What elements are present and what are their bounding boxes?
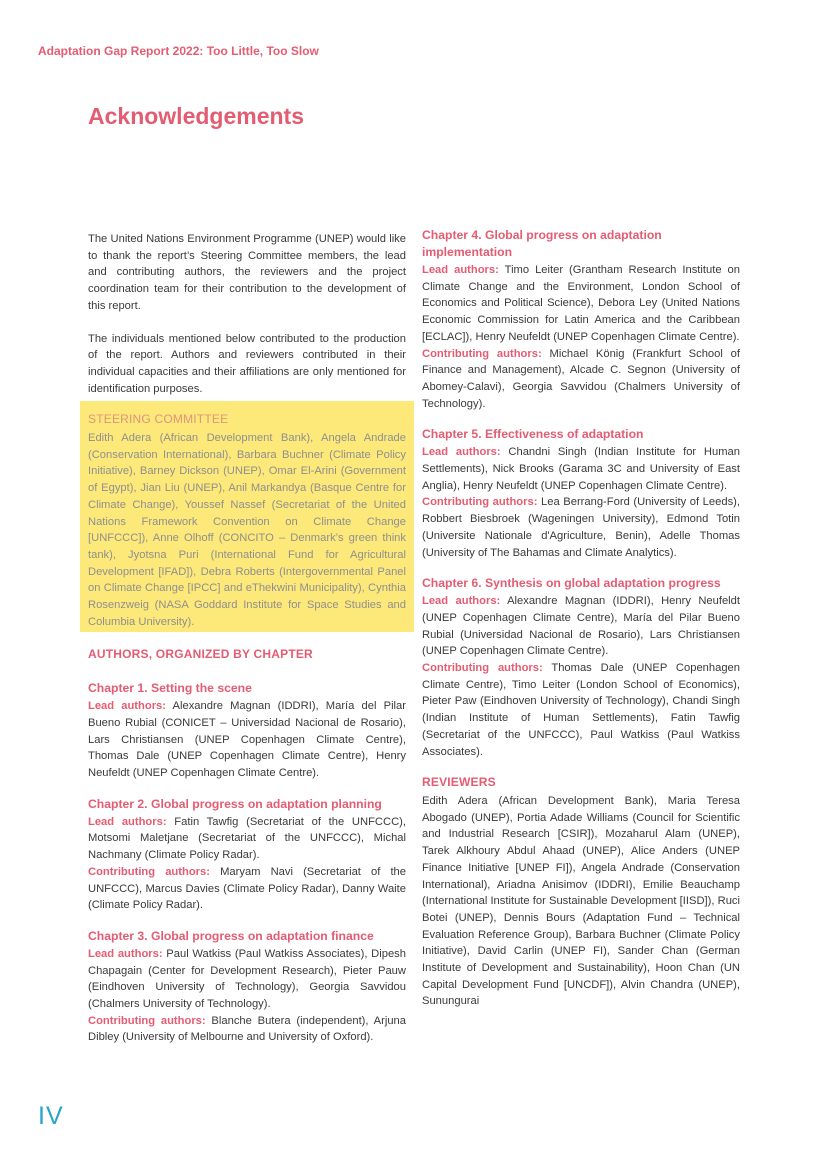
chapter-title: Chapter 4. Global progress on adaptation implementation <box>422 228 662 259</box>
lead-authors-label: Lead authors: <box>422 446 501 459</box>
chapter-5 <box>422 426 740 561</box>
lead-authors-list: Timo Leiter (Grantham Research Institute on Climate Change and the Environment, London School of Economics and Political Science), Debora Ley (United Nations Economic Commission for Latin America and the Caribbean [ECLAC]), Henry Neufeldt (UNEP Copenhagen Climate Centre). <box>422 264 740 343</box>
steering-committee-block <box>80 401 414 632</box>
intro-paragraph-2: The individuals mentioned below contributed to the production of the report. Authors and reviewers contributed in their individual capacities and their affiliations are only mentioned for identification purposes. <box>88 332 406 395</box>
chapter-3 <box>88 928 406 1046</box>
lead-authors <box>88 814 406 864</box>
chapter-title: Chapter 2. Global progress on adaptation planning <box>88 796 382 811</box>
lead-authors-label: Lead authors: <box>88 700 167 713</box>
page-number: IV <box>38 1102 64 1130</box>
lead-authors-list: Paul Watkiss (Paul Watkiss Associates), Dipesh Chapagain (Center for Development Research), Pieter Pauw (Eindhoven University of Technology), Georgia Savvidou (Chalmers University of Technology). <box>88 947 406 1011</box>
steering-committee-members: Edith Adera (African Development Bank), Angela Andrade (Conservation International), Barbara Buchner (Climate Policy Initiative), Barney Dickson (UNEP), Omar El-Arini (Government of Egypt), Jian Liu (UNEP), Anil Markandya (Basque Centre for Climate Change), Youssef Nassef (Secretariat of the United Nations Framework Convention on Climate Change [UNFCCC]), Anne Olhoff (CONCITO – Denmark’s green think tank), Jyotsna Puri (International Fund for Agricultural Development [IFAD]), Debra Roberts (Intergovernmental Panel on Climate Change [IPCC] and eThekwini Municipality), Cynthia Rosenzweig (NASA Goddard Institute for Space Studies and Columbia University). <box>88 432 406 628</box>
chapter-title: Chapter 5. Effectiveness of adaptation <box>422 427 644 442</box>
reviewers-block <box>422 774 740 1010</box>
contributing-authors-list: Thomas Dale (UNEP Copenhagen Climate Centre), Timo Leiter (London School of Economics), Pieter Paw (Eindhoven University of Technology), Chandi Singh (Indian Institute of Human Settlements), Fatin Tawfig (Secretariat of the UNFCCC), Paul Watkiss (Paul Watkiss Associates). <box>422 662 741 758</box>
steering-committee-heading: STEERING COMMITTEE <box>88 412 229 427</box>
chapter-title: Chapter 1. Setting the scene <box>88 681 252 696</box>
lead-authors-list: Fatin Tawfig (Secretariat of the UNFCCC), Motsomi Maletjane (Secretariat of the UNFCCC), Michal Nachmany (Climate Policy Radar). <box>88 815 406 862</box>
lead-authors-label: Lead authors: <box>88 947 163 960</box>
lead-authors <box>422 262 740 346</box>
contributing-authors-list: Blanche Butera (independent), Arjuna Dibley (University of Melbourne and University of Oxford). <box>88 1014 407 1044</box>
chapter-1 <box>88 680 406 782</box>
lead-authors-label: Lead authors: <box>422 595 501 608</box>
contributing-authors-list: Lea Berrang-Ford (University of Leeds), Robbert Biesbroek (Wageningen University), Edmond Totin (Universite Nationale d'Agriculture, Benin), Adelle Thomas (University of The Bahamas and Climate Analytics). <box>422 496 740 559</box>
contributing-authors <box>422 494 740 561</box>
right-column <box>422 227 740 1010</box>
lead-authors <box>88 946 406 1013</box>
running-header: Adaptation Gap Report 2022: Too Little, Too Slow <box>38 44 319 58</box>
contributing-authors-label: Contributing authors: <box>422 347 542 360</box>
lead-authors <box>422 444 740 494</box>
lead-authors <box>422 593 740 660</box>
contributing-authors-label: Contributing authors: <box>88 865 210 878</box>
chapter-6 <box>422 575 740 760</box>
contributing-authors-label: Contributing authors: <box>422 496 538 509</box>
contributing-authors-list: Maryam Navi (Secretariat of the UNFCCC), Marcus Davies (Climate Policy Radar), Danny Waite (Climate Policy Radar). <box>88 865 406 912</box>
contributing-authors <box>422 346 740 413</box>
lead-authors-label: Lead authors: <box>88 815 167 828</box>
lead-authors <box>88 698 406 782</box>
contributing-authors <box>88 1013 406 1046</box>
lead-authors-label: Lead authors: <box>422 264 499 276</box>
reviewers-heading: REVIEWERS <box>422 775 496 790</box>
left-column <box>88 231 406 1060</box>
contributing-authors-label: Contributing authors: <box>422 662 543 675</box>
authors-heading: AUTHORS, ORGANIZED BY CHAPTER <box>88 647 313 662</box>
chapter-4 <box>422 227 740 412</box>
contributing-authors-label: Contributing authors: <box>88 1014 206 1027</box>
contributing-authors <box>422 660 740 760</box>
chapter-2 <box>88 796 406 914</box>
lead-authors-list: Alexandre Magnan (IDDRI), María del Pilar Bueno Rubial (CONICET – Universidad Nacional de Rosario), Lars Christiansen (UNEP Copenhagen Climate Centre), Thomas Dale (UNEP Copenhagen Climate Centre), Henry Neufeldt (UNEP Copenhagen Climate Centre). <box>88 700 406 779</box>
chapter-title: Chapter 6. Synthesis on global adaptation progress <box>422 576 721 591</box>
intro-paragraph-1: The United Nations Environment Programme (UNEP) would like to thank the report’s Steering Committee members, the lead and contributing authors, the reviewers and the project coordination team for their contribution to the development of this report. <box>88 233 406 312</box>
contributing-authors <box>88 864 406 914</box>
page-title: Acknowledgements <box>88 103 304 129</box>
reviewers-list: Edith Adera (African Development Bank), Maria Teresa Abogado (UNEP), Portia Adade Williams (Council for Scientific and Industrial Research [CSIR]), Mozaharul Alam (UNEP), Tarek Alkhoury Abdul Ahaad (UNEP), Alice Anders (UNEP Finance Initiative [UNEP FI]), Angela Andrade (Conservation International), Ariadna Anisimov (IDDRI), Emilie Beauchamp (International Institute for Sustainable Development [IISD]), Ruci Botei (UNEP), Dennis Bours (Adaptation Fund – Technical Evaluation Reference Group), Barbara Buchner (Climate Policy Initiative), David Carlin (UNEP FI), Sander Chan (German Institute of Development and Sustainability), Hoon Chan (UN Capital Development Fund [UNCDF]), Alvin Chandra (UNEP), Sunungurai <box>422 794 740 1008</box>
lead-authors-list: Chandni Singh (Indian Institute for Human Settlements), Nick Brooks (Garama 3C and University of East Anglia), Henry Neufeldt (UNEP Copenhagen Climate Centre). <box>422 446 740 492</box>
lead-authors-list: Alexandre Magnan (IDDRI), Henry Neufeldt (UNEP Copenhagen Climate Centre), María del Pilar Bueno Rubial (Universidad Nacional de Rosario), Lars Christiansen (UNEP Copenhagen Climate Centre). <box>422 595 740 658</box>
chapter-title: Chapter 3. Global progress on adaptation finance <box>88 928 374 943</box>
contributing-authors-list: Michael König (Frankfurt School of Finance and Management), Alcade C. Segnon (University of Abomey-Calavi), Georgia Savvidou (Chalmers University of Technology). <box>422 347 741 410</box>
